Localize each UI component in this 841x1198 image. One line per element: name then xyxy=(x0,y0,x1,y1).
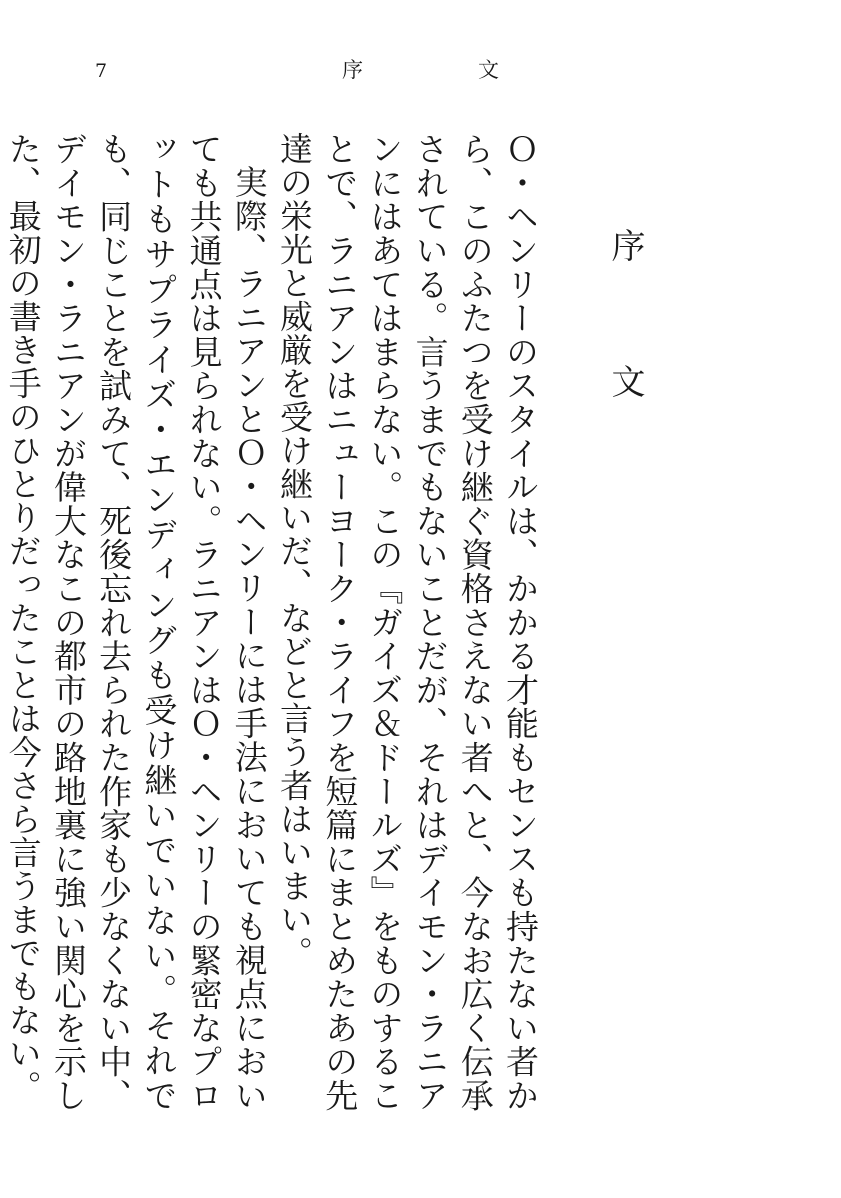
paragraph-2 xyxy=(1,132,272,1112)
paragraph-1 xyxy=(272,132,543,1112)
ruby-reading xyxy=(0,842,2,876)
chapter-title: 序 文 xyxy=(605,228,645,432)
paragraph-1-text: Ｏ・ヘンリーのスタイルは、かかる才能もセンスも持たない者から、このふたつを受け継ぐ資格さえない者へと、今なお広く伝承されている。言うまでもないことだが、それはデイモン・ラニアンにはあてはまらない。この『ガイズ＆ドールズ』をものすることで、ラニアンはニューヨーク・ライフを短篇にまとめたあの先達の栄光と威厳を受け継いだ、などと言う者はいまい。 xyxy=(274,132,540,1112)
page-number: 7 xyxy=(95,60,108,82)
body-text xyxy=(3,132,543,1113)
paragraph-2-text: 実際、ラニアンとＯ・ヘンリーには手法においても視点においても共通点は見られない。ラニアンはＯ・ヘンリーの緊密なプロットもサプライズ・エンディングも受け継いでいない。それでも、同じことを試みて、死後忘れ去られた作家も少なくない中、デイモン・ラニアンが偉大なこの都市の路地裏に強い関心を示した、最初の書き手のひとりだったことは今さら言うまでもない。 xyxy=(3,132,269,1113)
running-head-char-2: 文 xyxy=(478,58,499,82)
running-head-char-1: 序 xyxy=(342,58,363,82)
